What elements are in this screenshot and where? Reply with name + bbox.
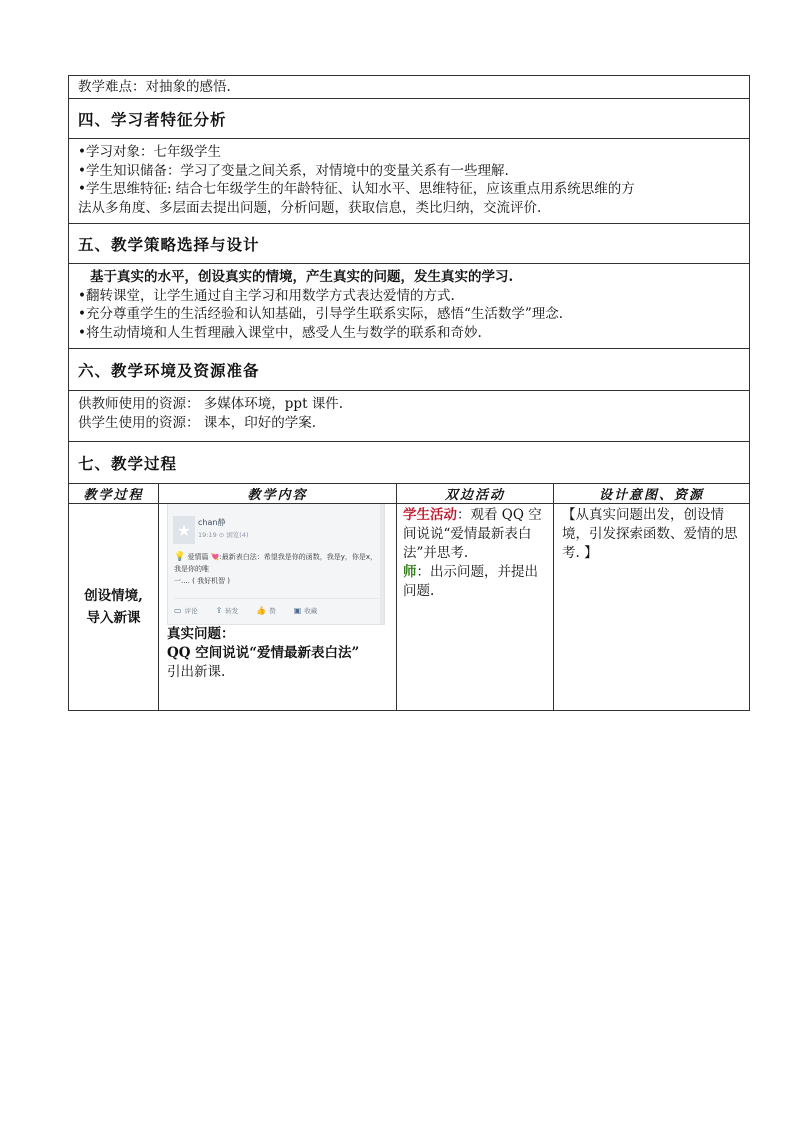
teacher-activity-text: ：出示问题，并提出问题.	[403, 564, 538, 599]
content-line: 引出新课.	[167, 664, 226, 680]
favorite-label: 收藏	[304, 606, 318, 615]
share-label: 转发	[225, 606, 239, 615]
qq-post-line: 一.... ( 我好机智 )	[174, 577, 231, 585]
section5-title: 五、教学策略选择与设计	[69, 224, 750, 264]
col-header-content: 教学内容	[159, 484, 397, 504]
col-header-activity: 双边活动	[397, 484, 554, 504]
section4-header-row	[69, 99, 750, 139]
section6-header-row	[69, 349, 750, 391]
bookmark-icon: ▣	[293, 605, 302, 615]
thumbs-up-icon: 👍	[256, 605, 267, 615]
intent-cell: 【从真实问题出发，创设情境，引发探索函数、爱情的思考. 】	[554, 504, 750, 711]
strategy-line: •充分尊重学生的生活经验和认知基础，引导学生联系实际，感悟“生活数学”理念.	[78, 306, 564, 322]
qq-action-bar	[174, 598, 379, 618]
process-row	[69, 504, 750, 711]
section7-header-row	[69, 442, 750, 484]
like-label: 赞	[269, 606, 276, 615]
activity-cell	[397, 504, 554, 711]
process-header-row	[69, 484, 750, 504]
content-cell	[159, 504, 397, 711]
lesson-plan-page	[68, 75, 749, 711]
section5-body-row	[69, 264, 750, 349]
learner-line: •学生知识储备：学习了变量之间关系，对情境中的变量关系有一些理解.	[78, 162, 509, 179]
strategy-design	[69, 264, 750, 349]
student-activity-label: 学生活动	[403, 507, 457, 523]
star-icon: ★	[176, 520, 192, 540]
content-line: QQ 空间说说“爱情最新表白法”	[167, 645, 360, 661]
qq-post-time: 19:19 ⊙ 浏览(4)	[198, 531, 249, 539]
comment-icon: ▭	[174, 605, 182, 615]
learner-line: 法从多角度、多层面去提出问题，分析问题，获取信息，类比归纳，交流评价.	[78, 199, 542, 216]
stage-line: 创设情境,	[84, 588, 143, 604]
qq-post-screenshot	[167, 504, 385, 625]
difficulty-row	[69, 76, 750, 99]
like-action[interactable]	[256, 606, 275, 615]
section4-title: 四、学习者特征分析	[69, 99, 750, 139]
section4-body-row	[69, 139, 750, 224]
share-action[interactable]	[216, 606, 239, 615]
strategy-lead: 基于真实的水平，创设真实的情境，产生真实的问题，发生真实的学习.	[90, 269, 514, 285]
student-activity-text: ：观看 QQ 空间说说“爱情最新表白法”并思考.	[403, 507, 542, 561]
col-header-intent: 设计意图、资源	[554, 484, 750, 504]
avatar	[173, 516, 195, 544]
strategy-line: •将生动情境和人生哲理融入课堂中，感受人生与数学的联系和奇妙.	[78, 324, 482, 341]
learner-line: •学习对象：七年级学生	[78, 144, 221, 160]
favorite-action[interactable]	[294, 606, 318, 615]
resource-line: 供学生使用的资源： 课本，印好的学案.	[78, 414, 317, 431]
learner-line: •学生思维特征: 结合七年级学生的年龄特征、认知水平、思维特征，应该重点用系统思维的方	[78, 181, 635, 197]
strategy-line: •翻转课堂，让学生通过自主学习和用数学方式表达爱情的方式.	[78, 287, 455, 304]
qq-post-line: 爱情篇 💘:最新表白法：希望我是你的函数，我是y，你是x，我是你的唯	[174, 553, 378, 573]
col-header-stage: 教学过程	[69, 484, 159, 504]
resources	[69, 391, 750, 442]
comment-label: 评论	[184, 606, 198, 615]
stage-cell	[69, 504, 159, 711]
section7-title: 七、教学过程	[69, 442, 750, 484]
lightbulb-icon: 💡	[174, 552, 186, 562]
card-edge	[380, 504, 384, 624]
share-icon: ⇪	[215, 605, 223, 615]
section5-header-row	[69, 224, 750, 264]
section6-body-row	[69, 391, 750, 442]
comment-action[interactable]	[174, 606, 198, 615]
lesson-plan-table	[68, 75, 750, 711]
content-caption: 真实问题：	[167, 626, 235, 642]
teaching-difficulty: 教学难点：对抽象的感悟.	[69, 76, 750, 99]
learner-analysis	[69, 139, 750, 224]
resource-line: 供教师使用的资源： 多媒体环境，ppt 课件.	[78, 396, 344, 412]
qq-post-text	[174, 551, 379, 587]
stage-line: 导入新课	[86, 610, 141, 626]
qq-username: chan静	[198, 518, 226, 527]
teacher-activity-label: 师	[403, 564, 417, 580]
section6-title: 六、教学环境及资源准备	[69, 349, 750, 391]
